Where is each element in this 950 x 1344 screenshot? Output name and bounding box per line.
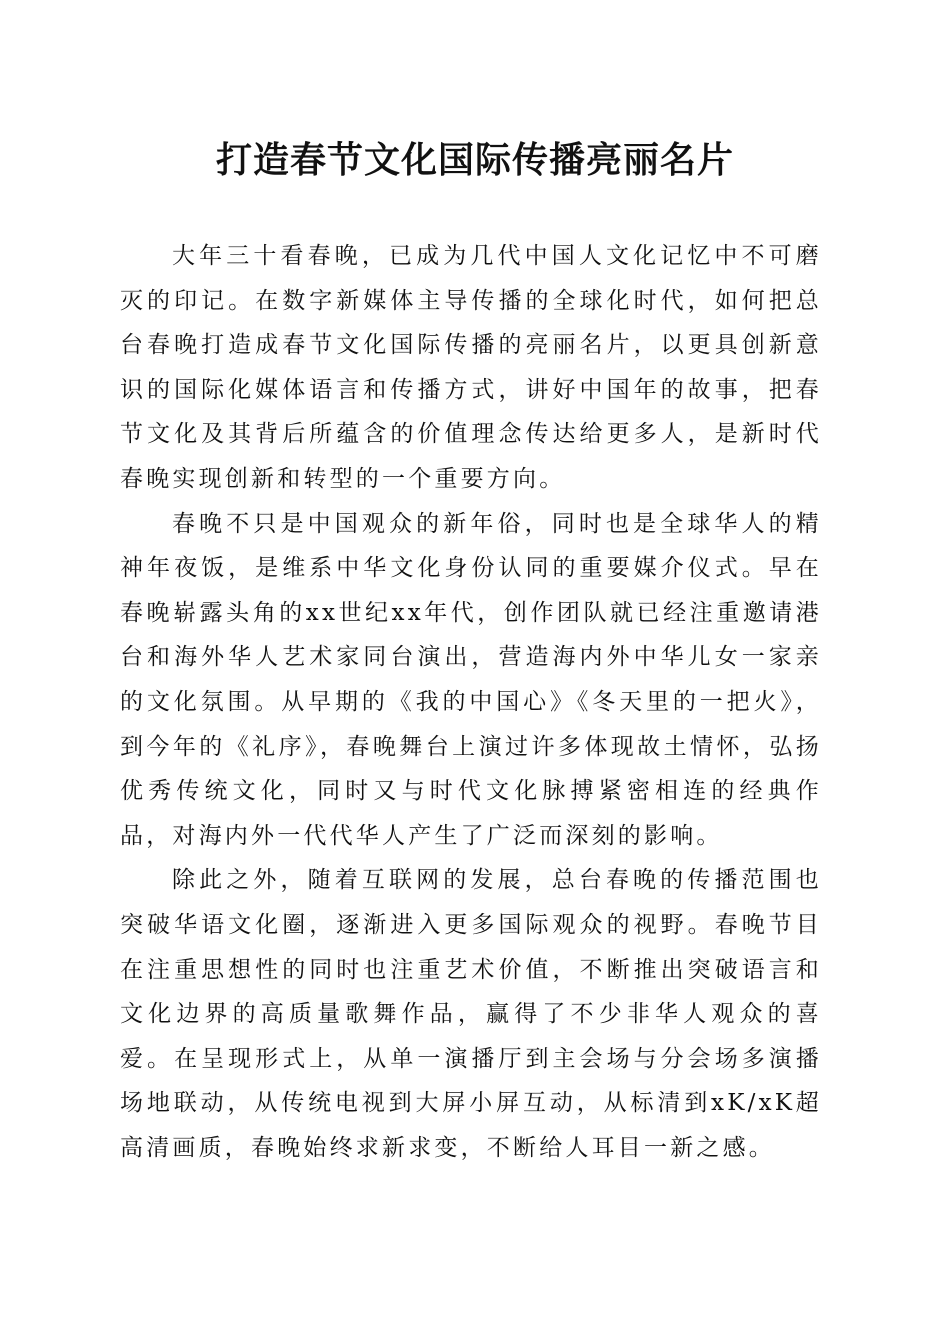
document-body [120,234,822,1170]
paragraph-3: 除此之外，随着互联网的发展，总台春晚的传播范围也突破华语文化圈，逐渐进入更多国际观众的视野。春晚节目在注重思想性的同时也注重艺术价值，不断推出突破语言和文化边界的高质量歌舞作品，赢得了不少非华人观众的喜爱。在呈现形式上，从单一演播厅到主会场与分会场多演播场地联动，从传统电视到大屏小屏互动，从标清到xK/xK超高清画质，春晚始终求新求变，不断给人耳目一新之感。 [120,867,822,1161]
document-title: 打造春节文化国际传播亮丽名片 [215,139,734,181]
paragraph-2: 春晚不只是中国观众的新年俗，同时也是全球华人的精神年夜饭，是维系中华文化身份认同的重要媒介仪式。早在春晚崭露头角的xx世纪xx年代，创作团队就已经注重邀请港台和海外华人艺术家同台演出，营造海内外中华儿女一家亲的文化氛围。从早期的《我的中国心》《冬天里的一把火》，到今年的《礼序》，春晚舞台上演过许多体现故土情怀，弘扬优秀传统文化，同时又与时代文化脉搏紧密相连的经典作品，对海内外一代代华人产生了广泛而深刻的影响。 [120,510,822,849]
paragraph-1: 大年三十看春晚，已成为几代中国人文化记忆中不可磨灭的印记。在数字新媒体主导传播的全球化时代，如何把总台春晚打造成春节文化国际传播的亮丽名片，以更具创新意识的国际化媒体语言和传播方式，讲好中国年的故事，把春节文化及其背后所蕴含的价值理念传达给更多人，是新时代春晚实现创新和转型的一个重要方向。 [120,243,822,492]
